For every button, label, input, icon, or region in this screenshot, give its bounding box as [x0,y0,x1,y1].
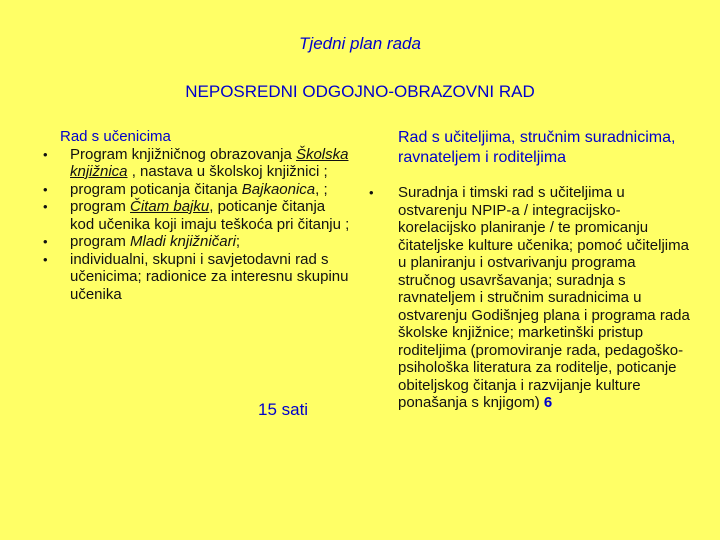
list-item-text: program poticanja čitanja [70,180,242,198]
list-item-text: , ; [315,180,328,198]
list-item [40,181,350,199]
left-column-heading: Rad s učenicima [60,128,171,145]
list-item-text: Čitam bajku [130,198,210,215]
list-item-text: , nastava u školskoj knjižnici ; [127,163,328,180]
right-item-list [370,184,690,412]
bullet-icon: • [43,181,48,197]
list-item-text: Mladi knjižničari [130,233,236,250]
list-item-text: , poticanje čitanja kod učenika koji imaju teškoća pri čitanju ; [70,198,350,233]
list-item-text: ; [235,233,241,250]
left-column [40,128,350,303]
bullet-icon: • [43,146,48,162]
right-hours: 6 [543,394,553,411]
section-subtitle: NEPOSREDNI ODGOJNO-OBRAZOVNI RAD [185,82,535,101]
bullet-icon: • [369,185,374,200]
right-item-text: Suradnja i timski rad s učiteljima u ostvarenju NPIP-a / integracijsko-korelacijsko planiranje / te promicanju čitateljske kulture učenika; pomoć učiteljima u planiranju i ostvarivanju programa stručnog usavršavanja; suradnja s ravnateljem i stručnim suradnicima u ostvarenju Godišnjeg plana i programa rada školske knjižnice; marketinški pristup roditeljima (promoviranje rada, pedagoško-psihološka literatura za roditelje, poticanje obiteljskog čitanja i razvijanje kulture ponašanja s knjigom) [398,184,690,411]
list-item-text: Školska knjižnica [70,145,349,180]
list-item-text: program [70,198,131,215]
right-column [370,128,690,412]
page-title: Tjedni plan rada [299,34,421,53]
list-item-text: program [70,233,131,250]
list-item [40,251,350,304]
list-item [40,198,350,233]
left-item-list [40,146,350,304]
list-item-text: Bajkaonica [241,180,316,198]
list-item [40,146,350,181]
right-column-heading: Rad s učiteljima, stručnim suradnicima, ravnateljem i roditeljima [398,129,676,166]
bullet-icon: • [43,199,48,214]
list-item-text: Program knjižničnog obrazovanja [70,145,296,163]
list-item [370,184,690,412]
list-item [40,233,350,251]
bullet-icon: • [43,234,48,249]
bullet-icon: • [43,251,48,267]
left-hours: 15 sati [258,400,309,419]
list-item-text: individualni, skupni i savjetodavni rad s učenicima; radionice za interesnu skupinu učenika [70,250,349,303]
